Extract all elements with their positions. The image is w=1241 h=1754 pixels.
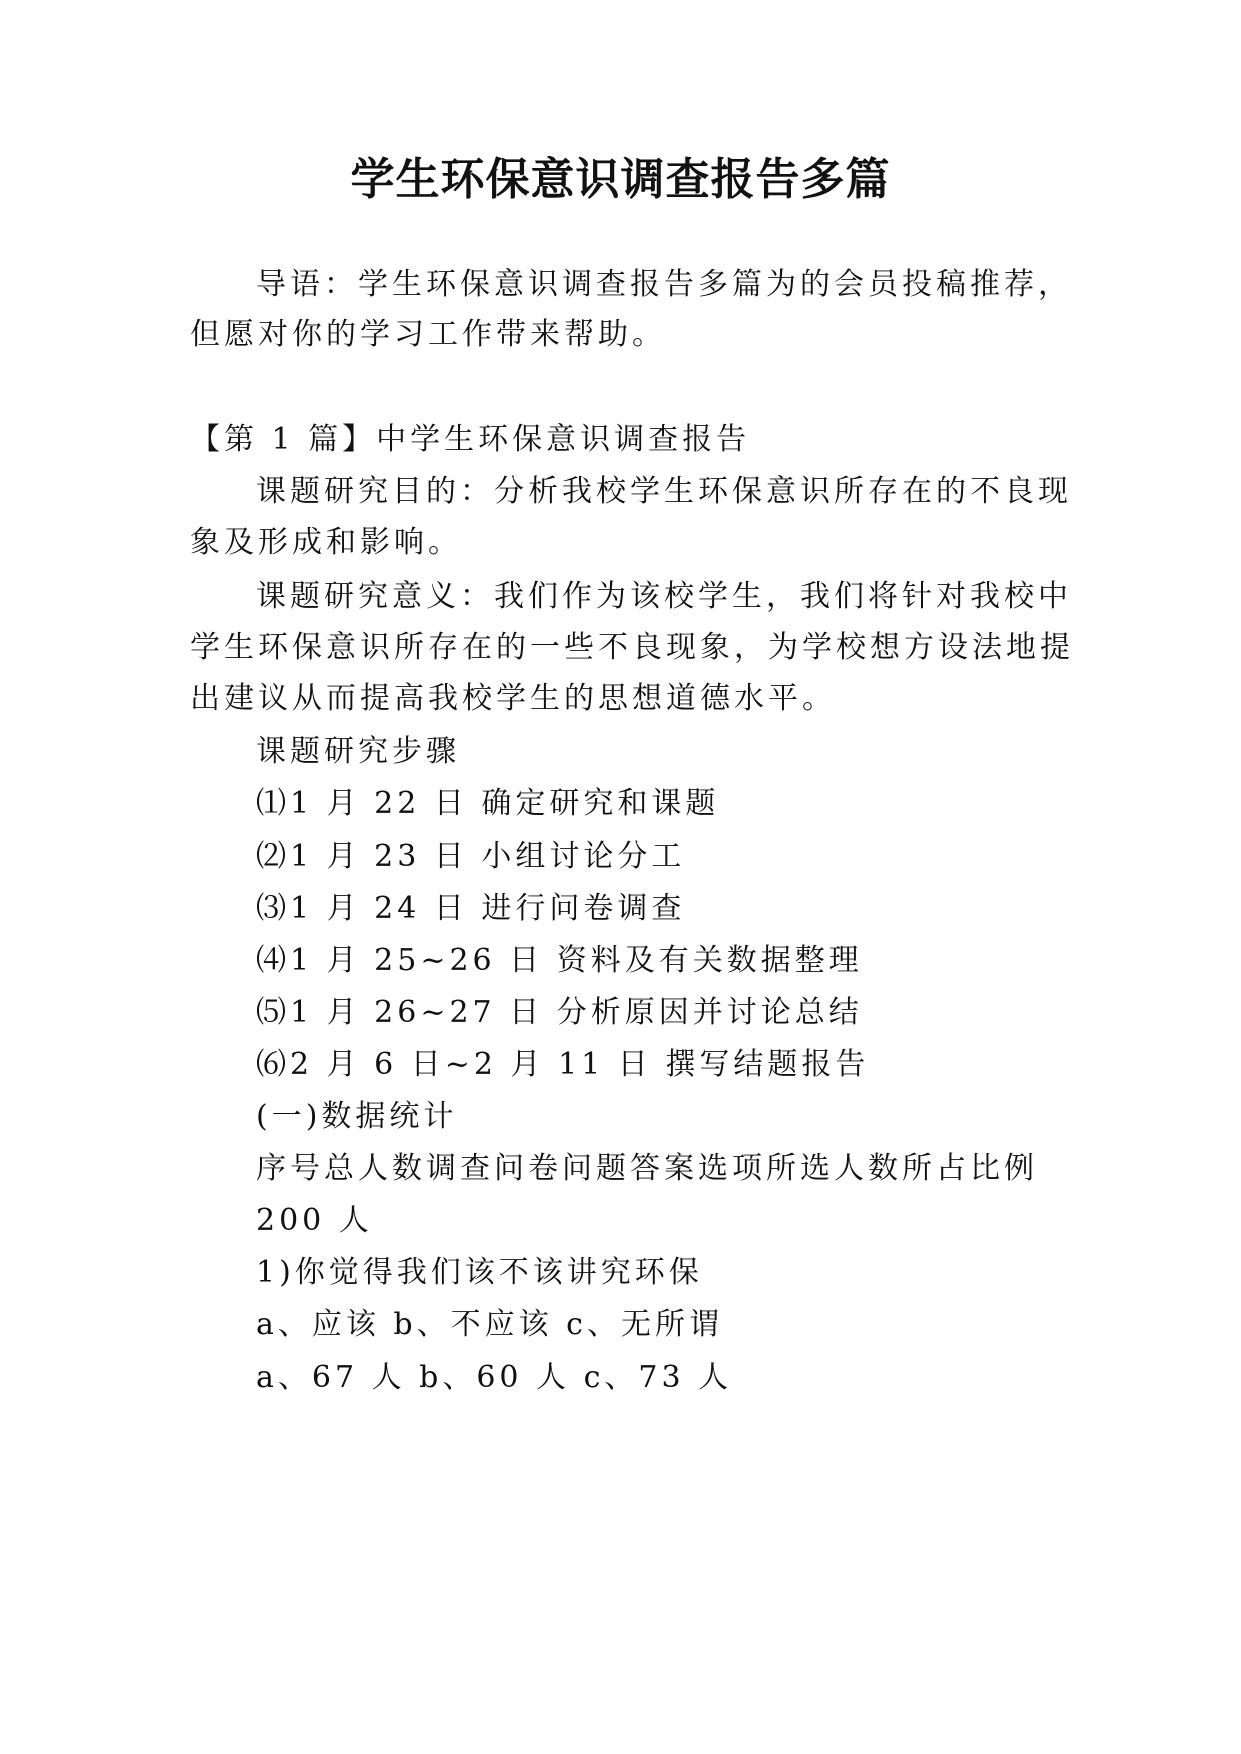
intro-line-1: 导语：学生环保意识调查报告多篇为的会员投稿推荐，	[256, 267, 1072, 302]
step-item: ⑵1 月 23 日 小组讨论分工	[256, 839, 686, 874]
purpose-line-2: 象及形成和影响。	[190, 525, 462, 560]
meaning-line-2: 学生环保意识所存在的一些不良现象，为学校想方设法地提	[190, 630, 1074, 665]
stats-heading: (一)数据统计	[256, 1099, 458, 1134]
meaning-line-1: 课题研究意义：我们作为该校学生，我们将针对我校中	[256, 579, 1072, 614]
question-1: 1)你觉得我们该不该讲究环保	[256, 1255, 703, 1290]
page-title: 学生环保意识调查报告多篇	[350, 154, 891, 205]
step-item: ⑷1 月 25~26 日 资料及有关数据整理	[256, 943, 863, 978]
question-1-options: a、应该 b、不应该 c、无所谓	[256, 1307, 723, 1342]
section-heading: 【第 1 篇】中学生环保意识调查报告	[190, 422, 751, 457]
question-1-counts: a、67 人 b、60 人 c、73 人	[256, 1360, 733, 1395]
intro-line-2: 但愿对你的学习工作带来帮助。	[190, 317, 666, 352]
step-item: ⑹2 月 6 日~2 月 11 日 撰写结题报告	[256, 1047, 870, 1082]
step-item: ⑶1 月 24 日 进行问卷调查	[256, 891, 686, 926]
total-count: 200 人	[256, 1203, 373, 1238]
table-header-text: 序号总人数调查问卷问题答案选项所选人数所占比例	[256, 1151, 1038, 1186]
step-item: ⑴1 月 22 日 确定研究和课题	[256, 786, 720, 821]
step-item: ⑸1 月 26~27 日 分析原因并讨论总结	[256, 995, 863, 1030]
steps-heading: 课题研究步骤	[256, 734, 460, 769]
meaning-line-3: 出建议从而提高我校学生的思想道德水平。	[190, 681, 836, 716]
purpose-line-1: 课题研究目的：分析我校学生环保意识所存在的不良现	[256, 474, 1072, 509]
